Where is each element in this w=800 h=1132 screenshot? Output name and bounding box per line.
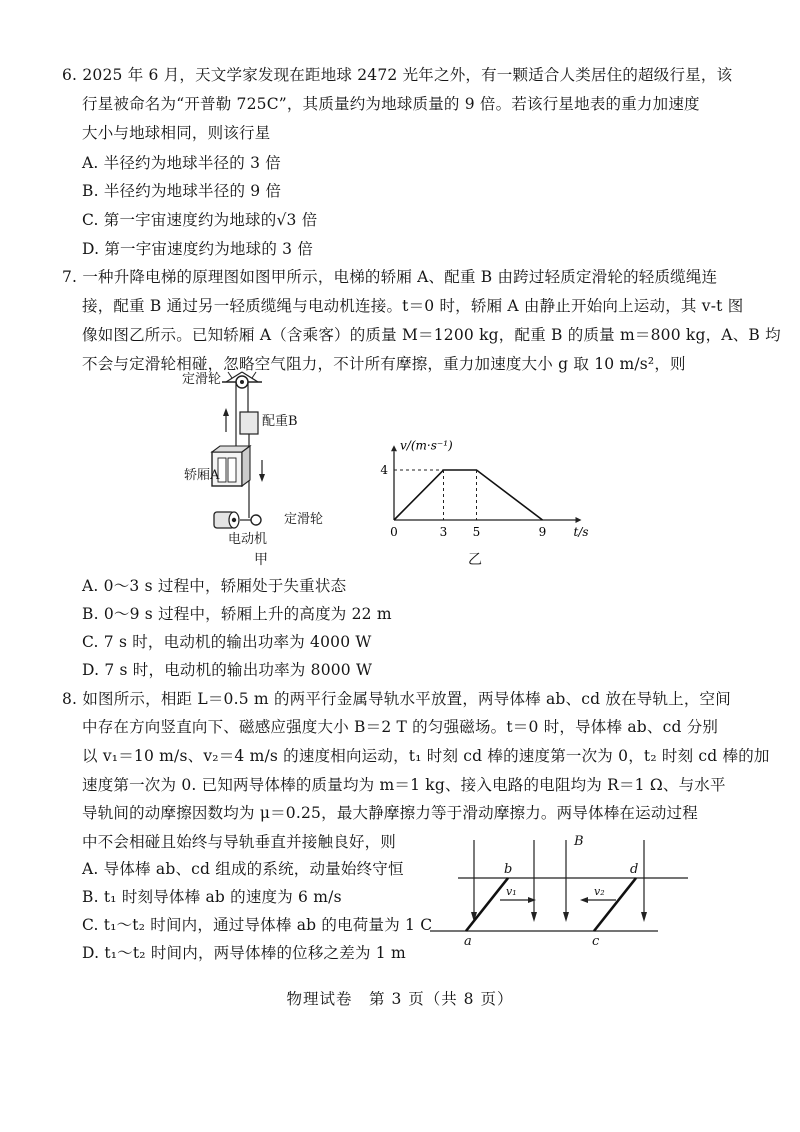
q6-line-1: 6. 2025 年 6 月，天文学家发现在距地球 2472 光年之外，有一颗适合人类居住的超级行星，该: [62, 66, 733, 84]
label-top-pulley: 定滑轮: [182, 372, 222, 387]
label-point-c: c: [592, 934, 600, 949]
q8-line-4: 速度第一次为 0. 已知两导体棒的质量均为 m＝1 kg、接入电路的电阻均为 R＝1 Ω、与水平: [82, 776, 726, 794]
label-counterweight: 配重B: [262, 414, 298, 429]
label-bottom-pulley: 定滑轮: [284, 512, 324, 527]
label-b-field: B: [574, 834, 584, 849]
label-point-a: a: [464, 934, 472, 949]
q8-option-b: B. t₁ 时刻导体棒 ab 的速度为 6 m/s: [82, 888, 342, 906]
q8-line-6: 中不会相碰且始终与导轨垂直并接触良好，则: [82, 833, 397, 851]
label-v2: v₂: [594, 885, 605, 898]
q7-line-1: 7. 一种升降电梯的原理图如图甲所示，电梯的轿厢 A、配重 B 由跨过轻质定滑轮的轻质缆绳连: [62, 268, 718, 286]
x-tick-label: 5: [472, 525, 481, 539]
x-tick-label: 9: [538, 525, 547, 539]
rails-figure: [430, 830, 700, 950]
q7-line-2: 接，配重 B 通过另一轻质缆绳与电动机连接。t＝0 时，轿厢 A 由静止开始向上运动，其 v-t 图: [82, 297, 744, 315]
figure-jia-caption: 甲: [254, 552, 268, 568]
q6-option-c: C. 第一宇宙速度约为地球的√3 倍: [82, 211, 318, 229]
q8-option-a: A. 导体棒 ab、cd 组成的系统，动量始终守恒: [82, 860, 404, 878]
q8-line-1: 8. 如图所示，相距 L＝0.5 m 的两平行金属导轨水平放置，两导体棒 ab、cd 放在导轨上，空间: [62, 690, 731, 708]
q8-line-5: 导轨间的动摩擦因数均为 μ＝0.25，最大静摩擦力等于滑动摩擦力。两导体棒在运动过程: [82, 804, 698, 822]
counterweight-block: [240, 412, 258, 434]
label-v1: v₁: [506, 885, 517, 898]
x-tick-label: 3: [439, 525, 448, 539]
page-footer: 物理试卷 第 3 页（共 8 页）: [286, 990, 514, 1008]
figure-yi-caption: 乙: [468, 552, 482, 568]
q8-option-c: C. t₁～t₂ 时间内，通过导体棒 ab 的电荷量为 1 C: [82, 916, 433, 934]
series-velocity-line: [394, 470, 543, 520]
q6-option-b: B. 半径约为地球半径的 9 倍: [82, 182, 282, 200]
label-point-d: d: [630, 862, 639, 877]
y-axis-label: v/(m·s⁻¹): [400, 438, 453, 453]
q6-option-a: A. 半径约为地球半径的 3 倍: [82, 154, 281, 172]
x-axis-label: t/s: [573, 525, 589, 539]
rod-ab: [466, 878, 508, 931]
y-axis-arrow: [391, 445, 397, 451]
q7-option-d: D. 7 s 时，电动机的输出功率为 8000 W: [82, 661, 373, 679]
x-tick-label: 0: [390, 525, 398, 539]
q6-line-3: 大小与地球相同，则该行星: [82, 124, 271, 142]
q8-line-3: 以 v₁＝10 m/s、v₂＝4 m/s 的速度相向运动，t₁ 时刻 cd 棒的速度第一次为 0，t₂ 时刻 cd 棒的加: [82, 747, 770, 765]
q7-line-3: 像如图乙所示。已知轿厢 A（含乘客）的质量 M＝1200 kg，配重 B 的质量 m＝800 kg，A、B 均: [82, 326, 781, 344]
y-tick-label: 4: [380, 463, 388, 477]
vt-graph: [372, 410, 600, 560]
q7-line-4: 不会与定滑轮相碰，忽略空气阻力，不计所有摩擦，重力加速度大小 g 取 10 m/s²，则: [82, 355, 686, 373]
label-motor: 电动机: [228, 532, 268, 547]
q7-option-b: B. 0～9 s 过程中，轿厢上升的高度为 22 m: [82, 605, 392, 623]
q7-option-a: A. 0～3 s 过程中，轿厢处于失重状态: [82, 577, 347, 595]
label-point-b: b: [504, 862, 513, 877]
q7-option-c: C. 7 s 时，电动机的输出功率为 4000 W: [82, 633, 372, 651]
q6-line-2: 行星被命名为“开普勒 725C”，其质量约为地球质量的 9 倍。若该行星地表的重力加速度: [82, 95, 700, 113]
x-axis-arrow: [576, 517, 582, 523]
label-car: 轿厢A: [184, 468, 220, 483]
q6-option-d: D. 第一宇宙速度约为地球的 3 倍: [82, 240, 314, 258]
bottom-pulley: [251, 515, 261, 525]
q8-line-2: 中存在方向竖直向下、磁感应强度大小 B＝2 T 的匀强磁场。t＝0 时，导体棒 ab、cd 分别: [82, 718, 719, 736]
q8-option-d: D. t₁～t₂ 时间内，两导体棒的位移之差为 1 m: [82, 944, 406, 962]
